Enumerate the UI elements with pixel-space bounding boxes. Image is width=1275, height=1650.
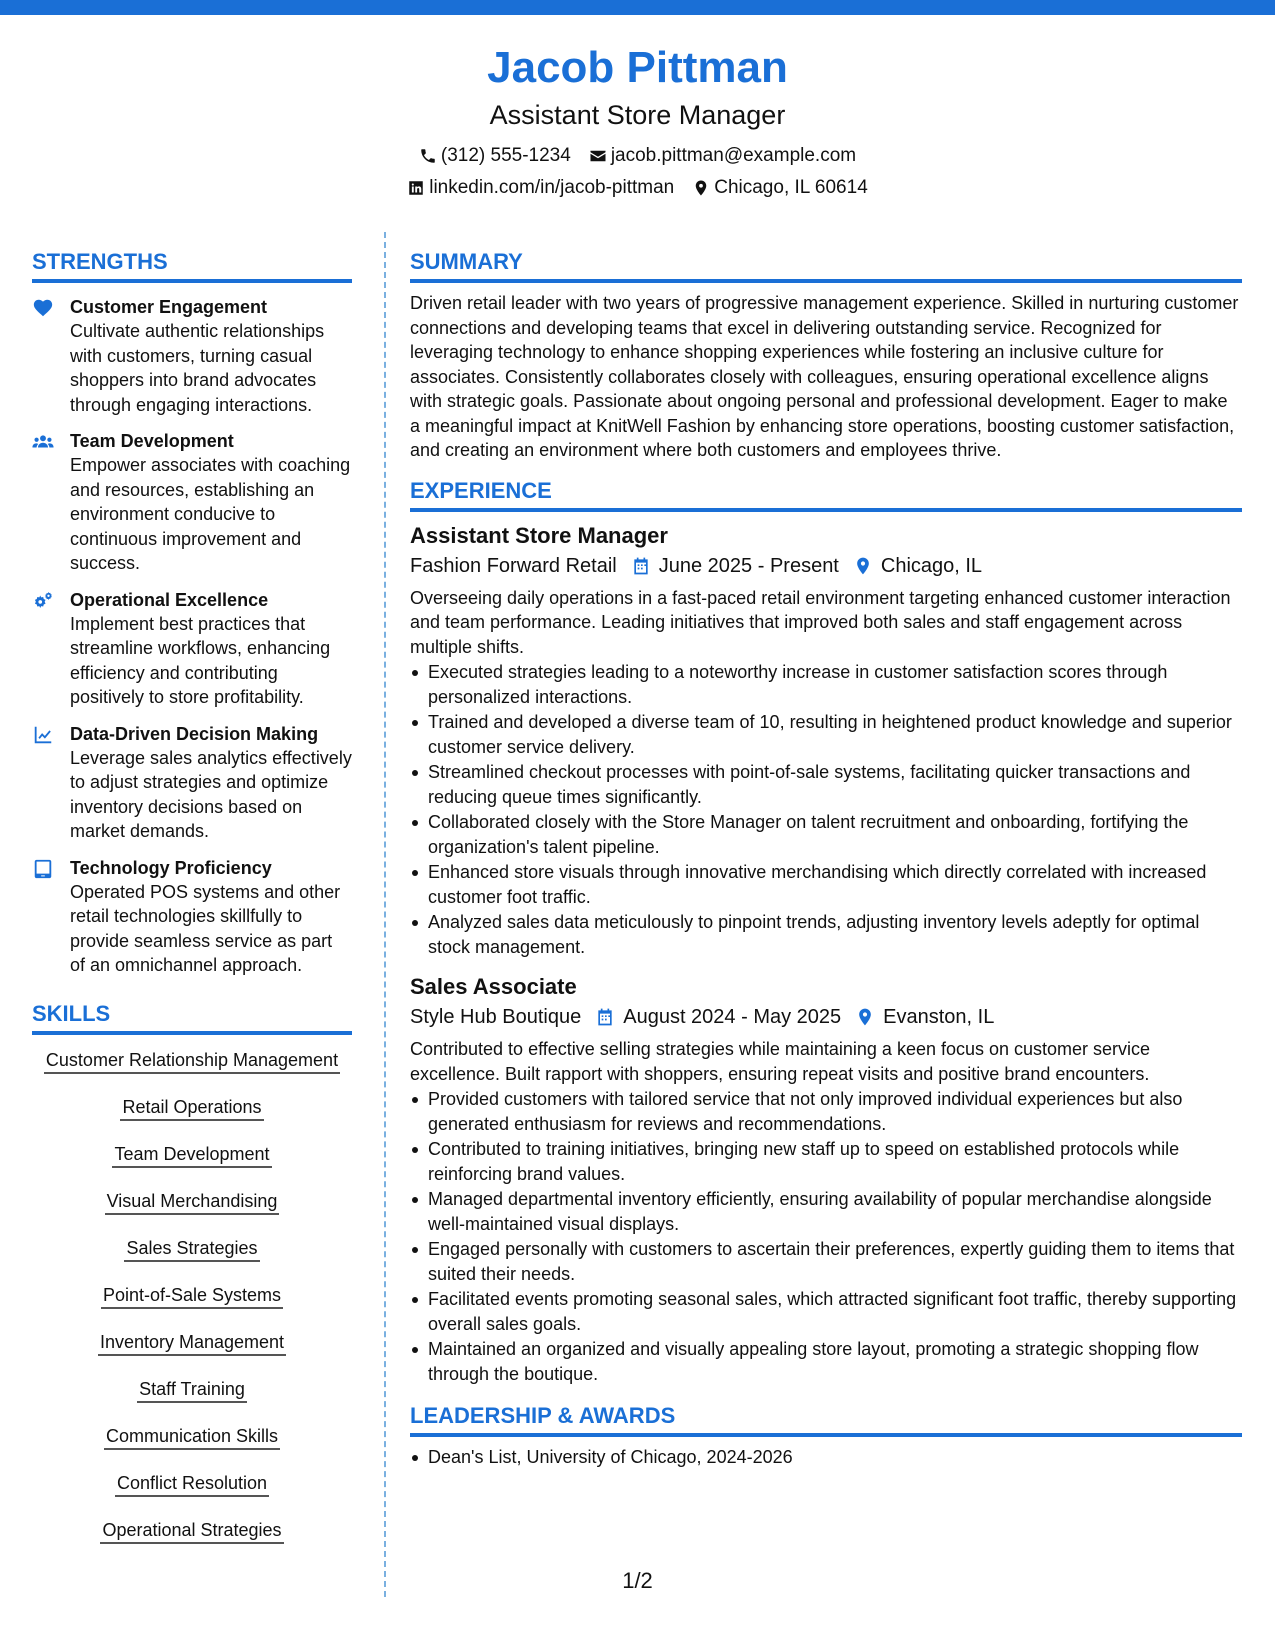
strength-item (32, 722, 352, 844)
job-location: Chicago, IL (880, 554, 983, 577)
experience-heading: EXPERIENCE (410, 477, 1242, 512)
summary-text: Driven retail leader with two years of progressive management experience. Skilled in nurturing customer connections and developing teams that excel in delivering outstanding service. Recognized for leveraging technology to enhance shopping experiences while fostering an inclusive culture for associates. Consistently collaborates closely with colleagues, ensuring operational excellence aligns with strategic goals. Passionate about ongoing personal and professional development. Eager to make a meaningful impact at KnitWell Fashion by enhancing store operations, boosting customer satisfaction, and creating an environment where both customers and employees thrive. (410, 293, 1239, 460)
strength-title: Operational Excellence (70, 589, 269, 610)
experience-section (410, 477, 1242, 1387)
phone-icon (419, 147, 437, 165)
skill-item: Visual Merchandising (32, 1186, 352, 1218)
linkedin-contact[interactable] (407, 176, 674, 200)
skills-heading: SKILLS (32, 1000, 352, 1035)
strength-desc: Implement best practices that streamline workflows, enhancing efficiency and contributing positively to store profitability. (70, 613, 331, 707)
job-title: Sales Associate (410, 974, 577, 999)
linkedin-icon (407, 179, 425, 197)
skill-item: Communication Skills (32, 1421, 352, 1453)
users-icon (32, 431, 54, 453)
summary-heading: SUMMARY (410, 248, 1242, 283)
strength-item (32, 295, 352, 417)
strength-item (32, 429, 352, 576)
job-title: Assistant Store Manager (410, 522, 668, 548)
envelope-icon (589, 147, 607, 165)
awards-list (410, 1445, 1242, 1470)
job-meta (410, 552, 1242, 580)
location-contact (692, 176, 868, 200)
job-company: Fashion Forward Retail (410, 554, 617, 577)
skill-item: Conflict Resolution (32, 1468, 352, 1500)
column-divider (384, 232, 386, 1597)
strength-title: Technology Proficiency (70, 857, 272, 878)
awards-section (410, 1402, 1242, 1470)
top-accent-bar (0, 0, 1275, 15)
job-entry (410, 973, 1242, 1386)
tablet-icon (32, 858, 54, 880)
job-description: Overseeing daily operations in a fast-paced retail environment targeting enhanced customer interaction and team performance. Leading initiatives that improved both sales and staff engagement across multiple shifts. (410, 587, 1231, 657)
contact-line-2 (0, 176, 1275, 200)
strength-title: Data-Driven Decision Making (70, 723, 319, 744)
bullet-item: Maintained an organized and visually appealing store layout, promoting a strategic shopping flow through the boutique. (410, 1337, 1242, 1386)
job-description: Contributed to effective selling strategies while maintaining a keen focus on customer service excellence. Built rapport with shoppers, ensuring repeat visits and positive brand encounters. (410, 1039, 1151, 1084)
left-column (32, 248, 352, 1562)
map-pin-icon (853, 556, 873, 576)
strength-item (32, 588, 352, 710)
job-dates: August 2024 - May 2025 (623, 1006, 842, 1028)
phone-contact (419, 144, 571, 168)
skill-item: Staff Training (32, 1374, 352, 1406)
chart-line-icon (32, 724, 54, 746)
strengths-heading: STRENGTHS (32, 248, 352, 283)
bullet-item: Trained and developed a diverse team of 10, resulting in heightened product knowledge and superior customer service delivery. (410, 710, 1242, 759)
resume-header (0, 40, 1275, 200)
job-company: Style Hub Boutique (410, 1006, 582, 1028)
bullet-item: Collaborated closely with the Store Manager on talent recruitment and onboarding, fortifying the organization's talent pipeline. (410, 810, 1242, 859)
gears-icon (32, 590, 54, 612)
strength-item (32, 856, 352, 978)
skills-section (32, 1000, 352, 1547)
skill-item: Sales Strategies (32, 1233, 352, 1265)
strength-title: Customer Engagement (70, 297, 268, 317)
strength-desc: Operated POS systems and other retail technologies skillfully to provide seamless service as part of an omnichannel approach. (70, 881, 341, 975)
bullet-item: Contributed to training initiatives, bringing new staff up to speed on established protocols while reinforcing brand values. (410, 1137, 1242, 1186)
candidate-name: Jacob Pittman (487, 43, 788, 92)
awards-heading: LEADERSHIP & AWARDS (410, 1402, 1242, 1437)
bullet-item: Enhanced store visuals through innovative merchandising which directly correlated with increased customer foot traffic. (410, 860, 1242, 909)
skill-item: Inventory Management (32, 1327, 352, 1359)
linkedin-text[interactable]: linkedin.com/in/jacob-pittman (429, 177, 675, 198)
skill-item: Customer Relationship Management (32, 1045, 352, 1077)
email-contact[interactable] (589, 144, 856, 168)
award-item: Dean's List, University of Chicago, 2024-2026 (410, 1445, 1242, 1470)
map-pin-icon (855, 1007, 875, 1027)
strength-title: Team Development (70, 431, 234, 451)
job-entry (410, 522, 1242, 960)
right-column (410, 248, 1242, 1470)
strength-desc: Cultivate authentic relationships with customers, turning casual shoppers into brand advocates through engaging interactions. (70, 321, 325, 415)
map-pin-icon (692, 179, 710, 197)
job-location: Evanston, IL (883, 1006, 995, 1028)
job-meta (410, 1003, 1242, 1031)
strength-desc: Leverage sales analytics effectively to adjust strategies and optimize inventory decisions based on market demands. (70, 747, 352, 841)
skill-item: Point-of-Sale Systems (32, 1280, 352, 1312)
job-dates: June 2025 - Present (658, 554, 839, 577)
skill-item: Team Development (32, 1139, 352, 1171)
bullet-item: Executed strategies leading to a noteworthy increase in customer satisfaction scores through personalized interactions. (410, 660, 1242, 709)
skill-item: Operational Strategies (32, 1515, 352, 1547)
strength-desc: Empower associates with coaching and resources, establishing an environment conducive to continuous improvement and success. (70, 455, 351, 573)
calendar-icon (595, 1007, 615, 1027)
bullet-item: Analyzed sales data meticulously to pinpoint trends, adjusting inventory levels adeptly for optimal stock management. (410, 910, 1242, 959)
calendar-icon (631, 556, 651, 576)
job-bullets (410, 1087, 1242, 1386)
bullet-item: Managed departmental inventory efficiently, ensuring availability of popular merchandise alongside well-maintained visual displays. (410, 1187, 1242, 1236)
bullet-item: Provided customers with tailored service that not only improved individual experiences but also generated enthusiasm for reviews and recommendations. (410, 1087, 1242, 1136)
phone-text: (312) 555-1234 (440, 145, 571, 166)
location-text: Chicago, IL 60614 (714, 177, 868, 198)
bullet-item: Facilitated events promoting seasonal sales, which attracted significant foot traffic, thereby supporting overall sales goals. (410, 1287, 1242, 1336)
candidate-title: Assistant Store Manager (489, 100, 786, 130)
bullet-item: Engaged personally with customers to ascertain their preferences, expertly guiding them to items that suited their needs. (410, 1237, 1242, 1286)
email-text[interactable]: jacob.pittman@example.com (610, 145, 857, 166)
skill-item: Retail Operations (32, 1092, 352, 1124)
heart-icon (32, 297, 54, 319)
skills-list (32, 1045, 352, 1547)
contact-line-1 (0, 144, 1275, 168)
job-bullets (410, 660, 1242, 959)
bullet-item: Streamlined checkout processes with point-of-sale systems, facilitating quicker transactions and reducing queue times significantly. (410, 760, 1242, 809)
page-number: 1/2 (622, 1568, 653, 1593)
